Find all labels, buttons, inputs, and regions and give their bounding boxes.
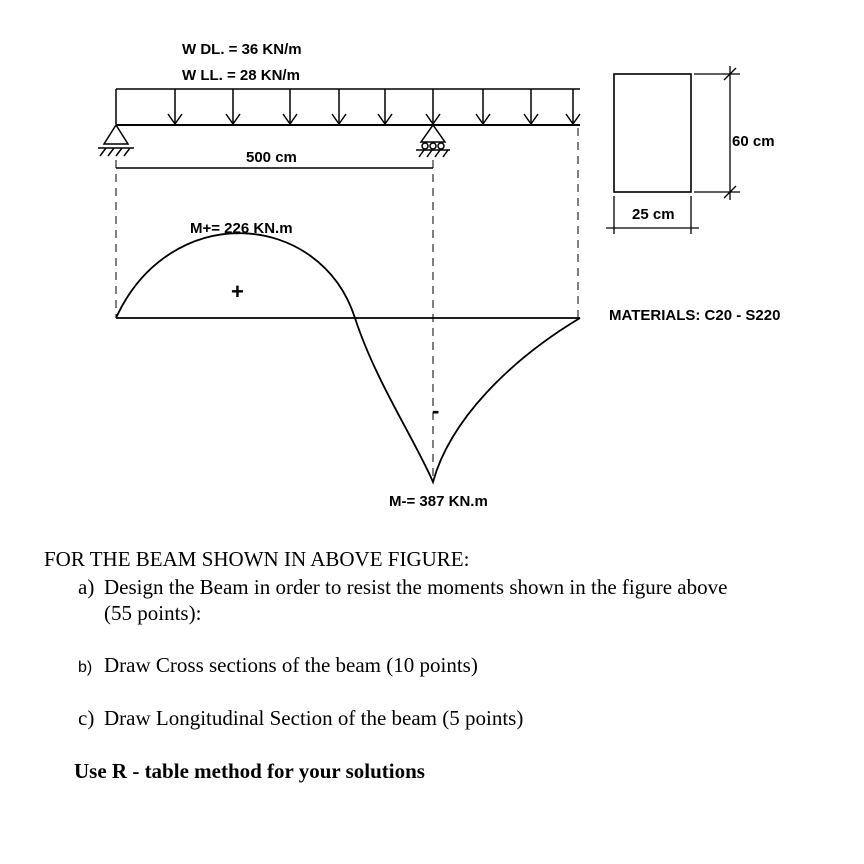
middle-roller-support: [416, 125, 450, 157]
distributed-load-arrows: [116, 89, 580, 124]
materials-label: MATERIALS: C20 - S220: [609, 307, 781, 324]
cross-section-rect: [614, 74, 691, 192]
question-heading: FOR THE BEAM SHOWN IN ABOVE FIGURE:: [44, 547, 470, 571]
question-c: [78, 705, 523, 731]
question-b-marker: b): [78, 659, 93, 676]
question-a-continuation: (55 points):: [104, 601, 202, 625]
positive-sign: +: [231, 279, 244, 304]
live-load-label: W LL. = 28 KN/m: [182, 67, 300, 84]
negative-moment-label: M-= 387 KN.m: [389, 493, 488, 510]
method-instruction: Use R - table method for your solutions: [74, 759, 425, 783]
question-a-marker: a): [78, 575, 95, 599]
left-pin-support: [98, 125, 134, 156]
dead-load-label: W DL. = 36 KN/m: [182, 41, 302, 58]
section-height-label: 60 cm: [732, 133, 775, 150]
question-b: [78, 652, 478, 681]
question-a-text: Design the Beam in order to resist the moments shown in the figure above: [104, 575, 728, 599]
section-width-label: 25 cm: [632, 206, 675, 223]
question-a: [78, 574, 727, 600]
question-c-text: Draw Longitudinal Section of the beam (5 points): [104, 706, 524, 730]
positive-moment-label: M+= 226 KN.m: [190, 220, 293, 237]
moment-curve: [116, 233, 580, 482]
question-b-text: Draw Cross sections of the beam (10 points): [104, 653, 478, 677]
span-label: 500 cm: [246, 149, 297, 166]
projection-lines: [116, 128, 578, 480]
question-c-marker: c): [78, 706, 95, 730]
negative-sign: -: [432, 398, 440, 423]
